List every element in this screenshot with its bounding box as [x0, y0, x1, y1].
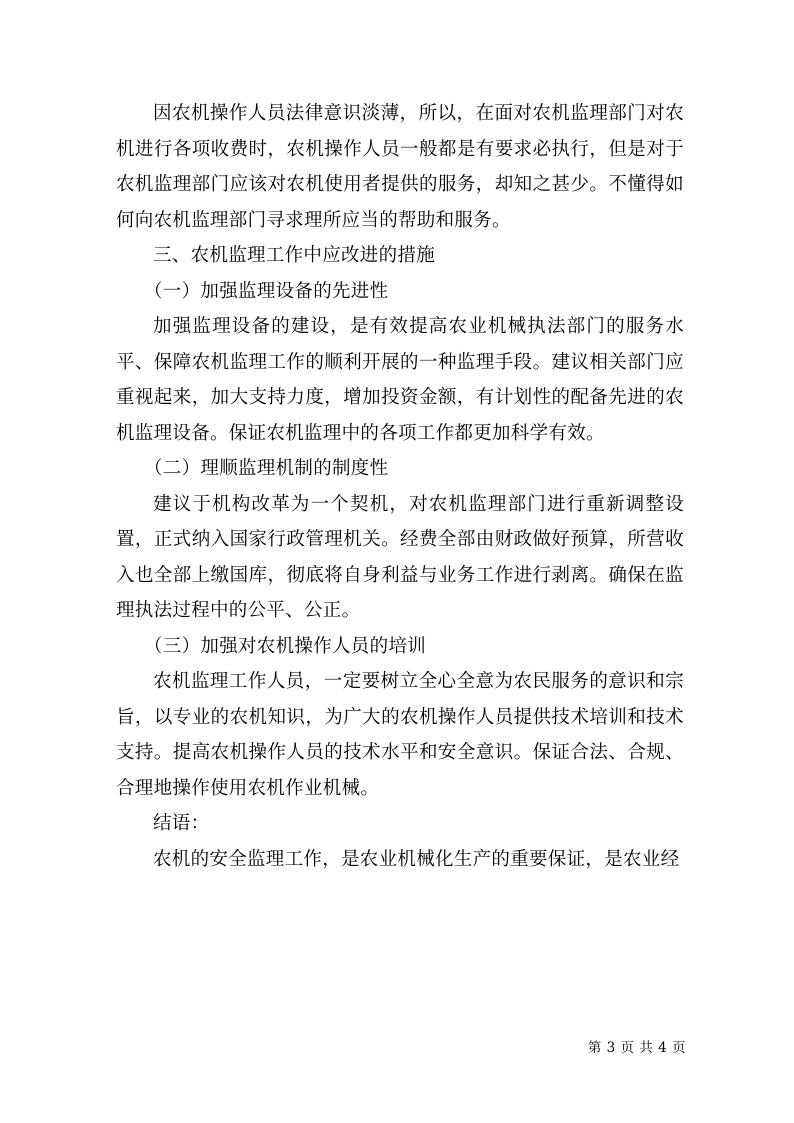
paragraph-equipment: 加强监理设备的建设，是有效提高农业机械执法部门的服务水平、保障农机监理工作的顺利开展的一种监理手段。建议相关部门应重视起来，加大支持力度，增加投资金额，有计划性的配备先进的农机监理设备。保证农机监理中的各项工作都更加科学有效。 [116, 316, 684, 444]
subheading-equipment: （一）加强监理设备的先进性 [144, 280, 389, 302]
paragraph-training: 农机监理工作人员，一定要树立全心全意为农民服务的意识和宗旨，以专业的农机知识，为广大的农机操作人员提供技术培训和技术支持。提高农机操作人员的技术水平和安全意识。保证合法、合规、合理地操作使用农机作业机械。 [116, 671, 684, 799]
conclusion-label: 结语： [153, 813, 210, 834]
section-heading-improvement-measures: 三、农机监理工作中应改进的措施 [153, 245, 436, 266]
subheading-training: （三）加强对农机操作人员的培训 [144, 635, 427, 657]
page-number-label: 第 3 页 共 4 页 [587, 1040, 686, 1056]
subheading-mechanism: （二）理顺监理机制的制度性 [144, 458, 389, 479]
document-body [116, 96, 684, 877]
paragraph-mechanism: 建议于机构改革为一个契机，对农机监理部门进行重新调整设置，正式纳入国家行政管理机关。经费全部由财政做好预算，所营收入也全部上缴国库，彻底将自身利益与业务工作进行剥离。确保在监理执法过程中的公平、公正。 [116, 493, 684, 621]
paragraph-operator-awareness: 因农机操作人员法律意识淡薄，所以，在面对农机监理部门对农机进行各项收费时，农机操作人员一般都是有要求必执行，但是对于农机监理部门应该对农机使用者提供的服务，却知之甚少。不懂得如何向农机监理部门寻求理所应当的帮助和服务。 [116, 103, 684, 231]
page-footer [588, 1036, 686, 1056]
paragraph-conclusion: 农机的安全监理工作，是农业机械化生产的重要保证，是农业经 [153, 848, 680, 870]
